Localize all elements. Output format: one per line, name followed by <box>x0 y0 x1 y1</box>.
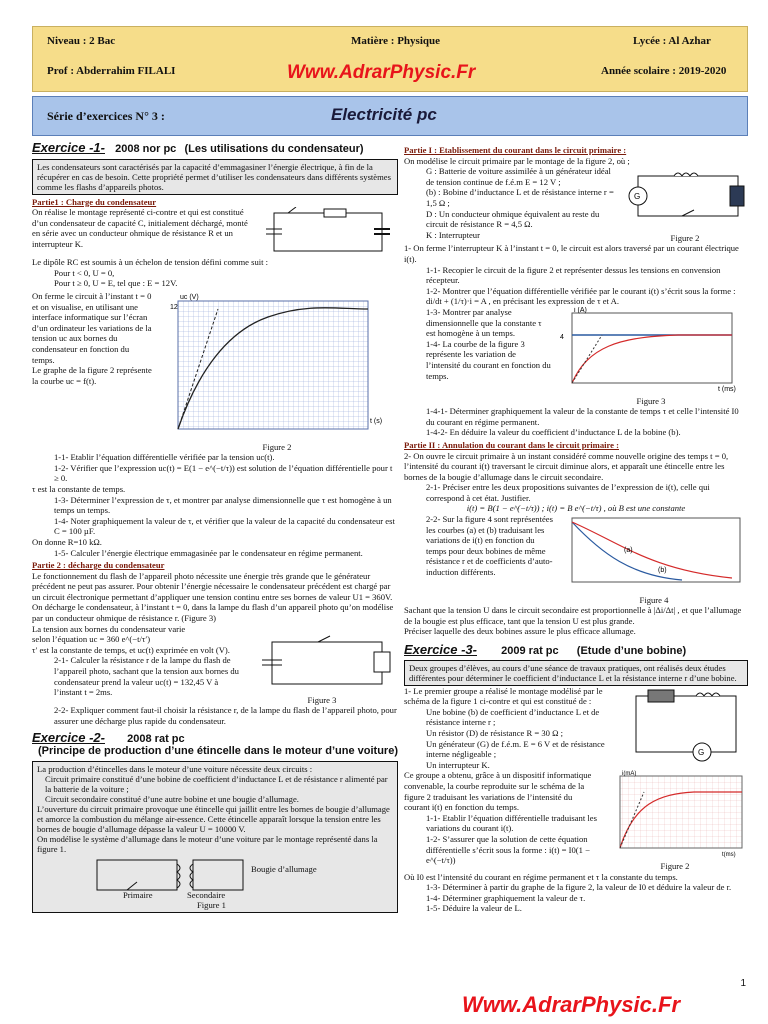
ex1-part1-row <box>32 207 398 257</box>
ex3-io-note: Où I0 est l’intensité du courant en régime permanent et τ la constante du temps. <box>404 871 678 882</box>
serie-theme: Electricité pc <box>331 105 437 124</box>
ex1-echelon: Le dipôle RC est soumis à un échelon de tension défini comme suit : <box>32 257 269 268</box>
ex1-fig2-caption: Figure 2 <box>262 441 292 452</box>
ex2-final1: Sachant que la tension U dans le circuit secondaire est proportionnelle à |Δi/Δt| , et que l’allumage de la bougie est plus efficace, tant que la tension U est plus grande. <box>404 605 742 626</box>
svg-text:t (s): t (s) <box>370 417 383 425</box>
ex2-comp-b: (b) : Bobine d’inductance L et de résistance interne r = 1,5 Ω ; <box>426 187 614 208</box>
ex1-q15: 1-5- Calculer l’énergie électrique emmagasinée par le condensateur en régime permanent. <box>54 547 363 558</box>
ex2-subtitle: (Principe de production d’une étincelle dans le moteur d’une voiture) <box>38 745 398 758</box>
ex1-q22: 2-2- Expliquer comment faut-il choisir la résistance r, de la lampe du flash de l’appareil photo, pour assurer une décharge plus rapide du condensateur. <box>54 705 397 727</box>
ex1-subtitle: (Les utilisations du condensateur) <box>184 143 364 155</box>
uc-charge-chart <box>158 291 396 439</box>
ex2-q12: 1-2- Montrer que l’équation différentielle vérifiée par le courant i(t) s’écrit sous la forme : di/dt + (1/τ)·i = A , en précisant les expression de τ et A. <box>426 285 736 307</box>
ex2-text2: On modélise le système d’allumage dans le moteur d’une voiture par le montage représenté dans la figure 1. <box>37 833 378 854</box>
site-link[interactable]: Www.AdrarPhysic.Fr <box>287 62 476 83</box>
ex1-bullet2: Pour t ≥ 0, U = E, tel que : E = 12V. <box>54 278 178 289</box>
ex2-intro-box <box>32 761 398 913</box>
ex1-visual: On ferme le circuit à l’instant t = 0 et on visualise, en utilisant une interface informatique sur l’écran d’un ordinateur les variations de la tension uc aux bornes du condensateur en fonction du temps. <box>32 290 152 365</box>
ex2-part1-text: On modélise le circuit primaire par le montage de la figure 2, où ; <box>404 155 630 166</box>
ex1-q14: 1-4- Noter graphiquement la valeur de τ, et vérifier que la valeur de la capacité du condensateur est C = 100 µF. <box>54 515 395 537</box>
ex2-q21-props: i(t) = B(1 − e^(−t/τ)) ; i(t) = B e^(−t/τ) , où B est une constante <box>466 503 686 514</box>
ex2-bullet1: Circuit primaire constitué d’une bobine de coefficient d’inductance L et de résistance r alimenté par la batterie de la voiture ; <box>45 773 388 794</box>
ex3-label: Exercice -3- <box>404 642 477 658</box>
ex2-q13: 1-3- Montrer par analyse dimensionnelle que la constante τ est homogène à un temps. <box>426 306 542 339</box>
ex2-q22: 2-2- Sur la figure 4 sont représentées les courbes (a) et (b) traduisant les variations de i(t) en fonction du temps pour deux bobines de même résistance r et de coefficients d’auto-induction différents. <box>426 514 553 578</box>
ex2-fig2 <box>624 166 746 243</box>
ex1-part2-row <box>32 634 398 705</box>
ex1-graph-note: Le graphe de la figure 2 représente la courbe uc = f(t). <box>32 365 152 386</box>
ex1-q12: 1-2- Vérifier que l’expression uc(t) = E(1 − e^(−t/τ)) est solution de l’équation différentielle pour t ≥ 0. <box>54 462 393 484</box>
ex2-part2-title: Partie II : Annulation du courant dans le circuit primaire : <box>404 439 620 450</box>
ex3-part1-text <box>404 686 622 771</box>
serie-title: Série d’exercices N° 3 : <box>47 109 165 123</box>
ex3-q15: 1-5- Déduire la valeur de L. <box>426 903 522 914</box>
ex2-fig-bougie: Bougie d’allumage <box>251 863 317 874</box>
document-header <box>32 26 748 92</box>
ex3-graph-row <box>404 770 748 871</box>
ex1-part2-left <box>32 634 246 705</box>
ex1-intro: Les condensateurs sont caractérisés par la capacité d’emmagasiner l’énergie électrique, à fin de la récupérer en cas de besoin. Cette propriété permet d’utiliser les condensateurs dans différents systèmes comme les flashs d’appareils photos. <box>32 159 398 195</box>
ex3-intro: Deux groupes d’élèves, au cours d’une séance de travaux pratiques, ont réalisés deux études différentes pour déterminer le coefficient d’inductance L et la résistance interne r d’une bobine. <box>404 660 748 686</box>
bobine-current-chart <box>604 770 746 858</box>
matiere: Matière : Physique <box>351 35 441 47</box>
ex2-comp-k: K : Interrupteur <box>426 229 480 240</box>
fig4-label-b: (b) <box>658 567 667 575</box>
ex1-q21: 2-1- Calculer la résistance r de la lampe du flash de l’appareil photo, sachant que la tension aux bornes du condensateur prend la valeur uc(t) = 132,45 V à l’instant t = 2ms. <box>54 655 239 698</box>
ex1-title-row <box>32 140 398 155</box>
ex3-q13: 1-3- Déterminer à partir du graphe de la figure 2, la valeur de I0 et déduire la valeur de r. <box>426 882 732 893</box>
annee: Année scolaire : 2019-2020 <box>601 65 727 77</box>
bobine-circuit-diagram <box>626 686 744 768</box>
ex2-comp-d: D : Un conducteur ohmique équivalent au reste du circuit de résistance R = 4,5 Ω. <box>426 208 600 230</box>
ex3-comp4: Un interrupteur K. <box>426 759 490 770</box>
ex2-q13-14 <box>404 307 552 406</box>
ex1-part1-title: Partie1 : Charge du condensateur <box>32 196 157 207</box>
ex3-fig2-caption: Figure 2 <box>660 860 690 871</box>
rc-discharge-circuit <box>252 634 392 692</box>
ex1-q11: 1-1- Etablir l’équation différentielle vérifiée par la tension uc(t). <box>54 452 275 463</box>
ex1-part2-eq: selon l’équation uc = 360 e^(−t/τ′) <box>32 634 151 645</box>
ex2-bullet2: Circuit secondaire constitué d’une autre bobine et une bougie d’allumage. <box>45 793 299 804</box>
page-number: 1 <box>740 978 746 989</box>
ex1-fig3 <box>252 634 392 705</box>
ex3-comp1: Une bobine (b) de coefficient d’inductance L et de résistance interne r ; <box>426 706 600 728</box>
ex3-q14: 1-4- Déterminer graphiquement la valeur de τ. <box>426 892 586 903</box>
ex2-q141: 1-4-1- Déterminer graphiquement la valeur de la constante de temps τ et celle l’intensité I0 du courant en régime permanent. <box>426 406 739 427</box>
ex1-label: Exercice -1- <box>32 140 105 155</box>
lycee: Lycée : Al Azhar <box>633 35 711 47</box>
ex2-intro: La production d’étincelles dans le moteur d’une voiture nécessite deux circuits : <box>37 763 313 774</box>
ex3-part1-row <box>404 686 748 771</box>
prof: Prof : Abderrahim FILALI <box>47 65 176 77</box>
ex2-components <box>404 166 620 243</box>
ex2-fig3-caption: Figure 3 <box>636 395 666 406</box>
ex1-bullet1: Pour t < 0, U = 0, <box>54 267 115 278</box>
svg-text:t(ms): t(ms) <box>722 852 736 859</box>
ex1-part2-text: Le fonctionnement du flash de l’appareil photo nécessite une énergie très grande que le générateur précédent ne peut pas assurer. Pour obtenir l’énergie nécessaire le condensateur précédent est chargé par un circuit électronique permettant d’appliquer une tension continu entre ses bornes de valeur U1 = 360V. <box>32 570 393 602</box>
current-rise-chart <box>558 307 744 393</box>
svg-text:12: 12 <box>170 303 178 311</box>
svg-text:G: G <box>698 747 705 757</box>
ex3-comp2: Un résistor (D) de résistance R = 30 Ω ; <box>426 728 564 738</box>
ex2-fig1 <box>37 854 393 910</box>
ex2-part1-title: Partie I : Etablissement du courant dans le circuit primaire : <box>404 145 627 155</box>
ex1-part2-tau: τ′ est la constante de temps, et uc(t) exprimée en volt (V). <box>32 644 230 655</box>
ex1-fig2 <box>158 291 396 452</box>
footer-site-link[interactable]: Www.AdrarPhysic.Fr <box>462 992 681 1017</box>
ex2-final2: Préciser laquelle des deux bobines assure le plus efficace allumage. <box>404 626 636 637</box>
ex1-part2-title: Partie 2 : décharge du condensateur <box>32 560 165 571</box>
ex3-subtitle: (Etude d’une bobine) <box>576 645 687 658</box>
ex1-graph-row <box>32 291 398 452</box>
ex3-fig2 <box>604 770 746 871</box>
svg-text:uc (V): uc (V) <box>180 293 199 301</box>
ex3-title-row <box>404 642 748 658</box>
ex3-q12: 1-2- S’assurer que la solution de cette équation différentielle s’écrit sous la forme : i(t) = I0(1 − e^(−t/τ)) <box>426 833 590 866</box>
svg-text:4: 4 <box>560 333 564 341</box>
niveau: Niveau : 2 Bac <box>47 35 116 47</box>
fig4-label-a: (a) <box>624 547 633 555</box>
ex2-title-row <box>32 729 398 758</box>
ex1-visual-text <box>32 291 152 452</box>
ex1-part2-text3: La tension aux bornes du condensateur varie <box>32 623 186 634</box>
ex2-comp-g: G : Batterie de voiture assimilée à un générateur idéal de tension continue de f.é.m E = 12 V ; <box>426 166 611 187</box>
ex3-comp3: Un générateur (G) de f.é.m. E = 6 V et de résistance interne négligeable ; <box>426 738 605 760</box>
ex1-tau-note: τ est la constante de temps. <box>32 483 126 494</box>
ex2-label: Exercice -2- <box>32 729 105 745</box>
ex2-fig2-caption: Figure 2 <box>670 232 700 243</box>
ex2-q21: 2-1- Préciser entre les deux propositions suivantes de l’expression de i(t), celle qui correspond à cet état. Justifier. <box>426 482 710 503</box>
ex2-q1: 1- On ferme l’interrupteur K à l’instant t = 0, le circuit est alors traversé par un courant électrique i(t). <box>404 243 739 264</box>
ex2-fig4-row <box>404 514 748 605</box>
ex2-fig3 <box>558 307 744 406</box>
ex1-fig3-caption: Figure 3 <box>307 694 337 705</box>
current-decay-chart <box>562 514 746 592</box>
ex3-q11: 1-1- Etablir l’équation différentielle traduisant les variations du courant i(t). <box>426 812 597 834</box>
ex2-q2: 2- On ouvre le circuit primaire à un instant considéré comme nouvelle origine des temps t = 0, l’intensité du courant i(t) traversant le circuit diminue alors, et apparaît une étincelle entre les bornes de la bougie d’allumage dans le circuit secondaire. <box>404 450 729 482</box>
ex2-q14: 1-4- La courbe de la figure 3 représente les variation de l’intensité du courant en fonction du temps. <box>426 338 551 381</box>
ex2-text: L’ouverture du circuit primaire provoque une étincelle qui jaillit entre les bornes de bougie d’allumage et amorce la combustion du mélange air-essence. Cette étincelle apparaît lorsque la tension entre les bornes de bougie d’allumage dépasse la valeur U = 10000 V. <box>37 803 390 834</box>
svg-text:i (A): i (A) <box>574 306 587 314</box>
ex1-year: 2008 nor pc <box>115 143 177 155</box>
ex3-year: 2009 rat pc <box>501 645 559 658</box>
ex2-components-row <box>404 166 748 243</box>
ex2-q142: 1-4-2- En déduire la valeur du coefficient d’inductance L de la bobine (b). <box>426 427 681 438</box>
svg-text:G: G <box>634 192 641 202</box>
serie-banner <box>32 96 748 136</box>
ex2-fig4 <box>562 514 746 605</box>
primary-circuit-diagram <box>624 166 746 230</box>
svg-text:t (ms): t (ms) <box>718 385 736 393</box>
ex1-part2-text2: On décharge le condensateur, à l’instant t = 0, dans la lampe du flash d’un appareil photo qu’on modélise par un conducteur ohmique de résistance r. (Figure 3) <box>32 602 394 624</box>
ex2-fig3-row <box>404 307 748 406</box>
ex2-fig-primaire: Primaire <box>123 889 153 900</box>
left-column <box>32 140 398 913</box>
ex3-text: Ce groupe a obtenu, grâce à un dispositif informatique convenable, la courbe reproduite sur le schéma de la figure 2 traduisant les variations de l’intensité du courant i(t) en fonction du temps. <box>404 770 592 813</box>
ex2-fig-secondaire: Secondaire <box>187 889 226 900</box>
svg-text:i(mA): i(mA) <box>622 771 637 778</box>
right-column <box>404 143 748 914</box>
ex1-r-note: On donne R=10 kΩ. <box>32 536 102 547</box>
ex1-q13: 1-3- Déterminer l’expression de τ, et montrer par analyse dimensionnelle que τ est homogène à un temps un temps. <box>54 494 392 516</box>
ex3-graph-text <box>404 770 600 871</box>
rc-circuit-diagram <box>262 207 392 257</box>
ex2-q11: 1-1- Recopier le circuit de la figure 2 et représenter dessus les tensions en convension récepteur. <box>426 264 721 286</box>
ex2-fig1-caption: Figure 1 <box>197 899 226 910</box>
ex1-part1-text: On réalise le montage représenté ci-contre et qui est constitué d’un condensateur de capacité C, initialement déchargé, monté en série avec un conducteur ohmique de résistance R et un interrupteur K. <box>32 207 248 249</box>
ex2-fig4-caption: Figure 4 <box>639 594 669 605</box>
ex3-q1: 1- Le premier groupe a réalisé le montage modélisé par le schéma de la figure 1 ci-contre et qui est constitué de : <box>404 685 603 707</box>
ex2-year: 2008 rat pc <box>127 732 185 745</box>
